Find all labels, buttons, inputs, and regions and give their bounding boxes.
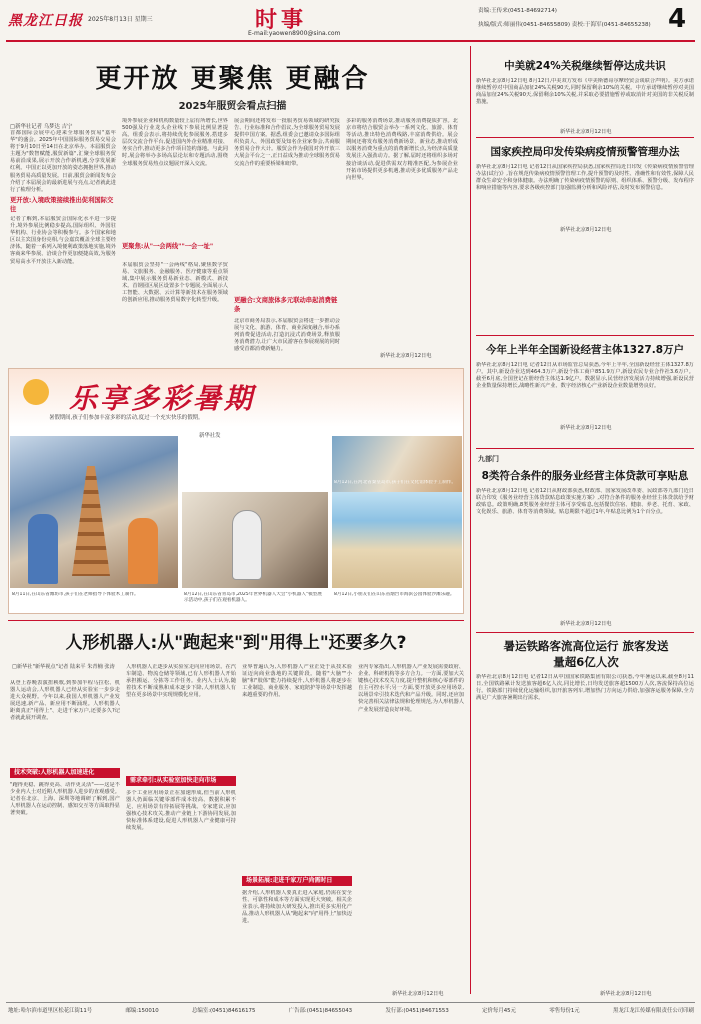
tariff-tail: 新华社北京8月12日电 (560, 129, 612, 135)
rule-3 (476, 448, 694, 449)
footer-single-price: 零售每份1元 (549, 1008, 580, 1014)
robot-top-rule (8, 620, 464, 621)
lead-col3b: 北京市商务局表示,本届服贸会将进一步推动会展与文化、旅游、体育、商业深度融合,举办系列消费促进活动,打造沉浸式消费场景,释放服务消费潜力,让广大市民游客在参展观展的同时感受首都消费新魅力。 (234, 318, 340, 353)
column-divider (470, 46, 471, 994)
rule-4 (476, 632, 694, 633)
robot-col1: 从登上春晚表演扭秧歌,到参加半程马拉松、机器人运动会,人形机器人已经从实验室一步步走进大众视野。今年以来,我国人形机器人产业发展迅速,新产品、新应用不断涌现。人形机器人距离真正"用得上"、走进千家万户,还要多久?记者就此展开调查。 (10, 680, 120, 722)
section-email: E-mail:yaowen8900@sina.com (248, 30, 341, 37)
masthead-rule (6, 40, 695, 42)
section-title: 时事 (255, 8, 308, 33)
editor-line-2: 执编/版式:师丽伟(0451-84655809) 责校:于海军(0451-84655238) (478, 22, 651, 28)
robot-subtitle-3-bar (242, 876, 352, 886)
lead-col2b: 本届服贸会坚持"一会两线"格局,聚焦数字贸易、文旅服务、金融服务、医疗健康等重点领域,集中展示服务贸易新业态、新模式、新技术。首钢园区展区设置多个专题展,全面展示人工智能、大数据、云计算等新技术在服务领域的创新应用,推动服务贸易数字化转型升级。 (122, 262, 228, 304)
pagoda-model (72, 466, 110, 576)
rule-2 (476, 335, 694, 336)
lead-subtitle-3: 更融合:文商旅体多元联动串起消费链条 (234, 297, 338, 313)
business-tail: 新华社北京8月12日电 (560, 425, 612, 431)
footer-distribution-phone: 发行部:(0451)84671553 (385, 1008, 449, 1014)
footer-ad-phone: 广告部:(0451)84655043 (288, 1008, 353, 1014)
newspaper-logo: 黑龙江日报 (8, 13, 83, 29)
lead-headline: 更开放 更聚焦 更融合 (95, 64, 370, 94)
robot-subtitle-1-bar (10, 768, 120, 778)
sun-icon (23, 379, 49, 405)
cdc-body: 新华社北京8月12日电 记者12日从国家疾控局获悉,国家疾控局近日印发《传染病疫情预警管理办法(试行)》,旨在规范传染病疫情预警管理工作,提升预警的及时性、准确性和有效性,保障人民群众生命安全和身体健康。办法明确了传染病疫情预警的原则、组织体系、预警分级、发布程序和响应措施等内容,要求各级疾控部门加强监测分析和风险评估,及时发布预警信息。 (476, 164, 694, 192)
lead-byline: □新华社记者 乌梦达 吉宁 (10, 124, 73, 130)
loan-body: 新华社北京8月12日电 记者12日从财政部获悉,财政部、国家发展改革委、民政部等九部门近日联合印发《服务业经营主体贷款贴息政策实施方案》,对符合条件的服务业经营主体贷款给予财政贴息。政策明确,8类服务业经营主体可享受贴息,包括餐饮住宿、健康、养老、托育、家政、文化娱乐、旅游、体育等消费领域。贴息期限不超过1年,年贴息比例为1个百分点。 (476, 488, 694, 516)
robot-col2: 人形机器人正逐步从实验室走向应用场景。在汽车制造、物流仓储等领域,已有人形机器人开始承担搬运、分拣等工作任务。业内人士认为,随着技术不断成熟和成本逐步下降,人形机器人有望在更多场景中实现规模化应用。 (126, 664, 236, 699)
loan-headline: 8类符合条件的服务业经营主体贷款可享贴息 (481, 470, 689, 482)
footer-monthly-price: 定价每月45元 (482, 1008, 516, 1014)
business-body: 新华社北京8月12日电 记者12日从市场监管总局获悉,今年上半年,全国新设经营主体1327.8万户。其中,新设企业达到464.3万户,新设个体工商户851.9万户,新设农民专业合作社3.6万户。截至6月底,全国登记在册经营主体达1.9亿户。数据显示,民营经济发展活力持续增强,新设民营企业数量保持增长,战略性新兴产业、数字经济核心产业新设企业数量增势良好。 (476, 362, 694, 390)
robot-figure (232, 510, 262, 580)
footer (8, 1006, 694, 1018)
loan-kicker: 九部门 (478, 455, 499, 463)
banner-credit: 新华社发 (199, 433, 221, 439)
robot-subtitle-1: 技术突破:人形机器人加速进化 (14, 769, 95, 776)
robot-subtitle-3: 场景拓展:走进千家万户尚需时日 (246, 877, 333, 884)
lead-col1b: 记者了解到,本届服贸会国际化水平进一步提升,境外参展比例稳步提高,国际组织、外国驻华机构、行业协会等积极参与。多个国家和地区以主宾国身份亮相,与会嘉宾覆盖全球主要经济体。随着一系列入境便利政策落地实施,境外客商来华参展、洽谈合作更加便捷高效,为服务贸易高水平开放注入新动能。 (10, 216, 116, 265)
lead-subhead: 2025年服贸会看点扫描 (178, 101, 287, 112)
footer-postcode: 邮编:150010 (125, 1008, 159, 1014)
footer-address: 地址:哈尔滨市道里区松花江街11号 (8, 1008, 93, 1014)
photo-caption-3: 8月12日,在河北省秦皇岛市,孩子们在文化馆体验手工制作。 (334, 480, 456, 485)
tariff-body: 新华社北京8月12日电 8月12日,中美双方发布《中美斯德哥尔摩经贸会谈联合声明》。美方承诺继续暂停对中国商品加征24%关税90天,同时保留剩余10%的关税。中方承诺继续暂停对美国商品加征24%关税90天,保留剩余10%关税,并采取必要措施暂停或取消针对美国的非关税反制措施。 (476, 78, 694, 106)
photo-beach (332, 492, 462, 588)
robot-col4: 业内专家指出,人形机器人产业发展需要政府、企业、科研机构等多方合力。一方面,要加大关键核心技术攻关力度,提升整机和核心零部件的自主可控水平;另一方面,要开放更多应用场景,以场景牵引技术迭代和产品升级。同时,还应加快完善相关法律法规和伦理规范,为人形机器人产业发展营造良好环境。 (358, 664, 464, 713)
robot-byline: □新华社"新华视点"记者 陆来平 朱青楠 张涛 (12, 664, 115, 670)
loan-tail: 新华社北京8月12日电 (560, 621, 612, 627)
lead-col2: 境外参展企业和机构数量较上届有所增长,世界500强及行业龙头企业线下参展比例显著提高。组委会表示,将持续优化参展服务,搭建多层次交流合作平台,促进国内外企业精准对接、务实合作,推动更多合作项目签约落地。与此同时,展会将举办多场高层论坛和专题活动,围绕全球服务贸易热点议题展开深入交流。 (122, 118, 228, 167)
robot-tail: 新华社北京8月12日电 (392, 991, 444, 997)
footer-rule (6, 1002, 695, 1003)
page-number: 4 (668, 4, 687, 34)
editor-line-1: 责编:王传来(0451-84692714) (478, 8, 557, 14)
tariff-headline: 中美就24%关税继续暂停达成共识 (504, 60, 666, 72)
banner-title: 乐享多彩暑期 (69, 382, 256, 415)
photo-robots (182, 492, 328, 588)
robot-col3b: 据介绍,人形机器人要真正进入家庭,仍需在安全性、可靠性和成本等方面实现更大突破。相关企业表示,将持续加大研发投入,推出更多实用化产品,推动人形机器人从"跑起来"向"用得上"加快迈进。 (242, 890, 352, 925)
robot-headline: 人形机器人:从"跑起来"到"用得上"还要多久? (65, 633, 407, 653)
banner-caption: 暑假期间,孩子们参加丰富多彩的活动,度过一个充实快乐的假期。 (49, 415, 204, 421)
child-figure-1 (28, 514, 58, 584)
issue-date: 2025年8月13日 星期三 (88, 16, 153, 23)
masthead (0, 0, 701, 40)
robot-subtitle-2: 需求牵引:从实验室加快走向市场 (130, 777, 217, 784)
railway-tail: 新华社北京8月12日电 (600, 991, 652, 997)
lead-subtitle-1: 更开放:入境政策接续推出促利国际交往 (10, 197, 114, 213)
business-headline: 今年上半年全国新设经营主体1327.8万户 (485, 344, 685, 356)
robot-col3: 业界普遍认为,人形机器人产业正处于从技术验证迈向商业落地的关键阶段。随着"大脑""小脑"和"肢体"能力持续提升,人形机器人将逐步在工业制造、商业服务、家庭陪护等场景中发挥越来越重要的作用。 (242, 664, 352, 699)
robot-col2b: 多个工业应用场景正在加速形成,但当前人形机器人仍面临关键零部件成本较高、数据积累不足、应用场景有待拓展等挑战。专家建议,应加强核心技术攻关,推动产业链上下游协同发展,加快标准体系建设,促进人形机器人产业健康可持续发展。 (126, 790, 236, 832)
banner-header (9, 369, 463, 427)
cdc-headline: 国家疾控局印发传染病疫情预警管理办法 (490, 146, 680, 158)
lead-col3: 展会期间还将发布一批服务贸易领域的研究报告、行业标准和合作倡议,为全球服务贸易发展提供中国方案。据悉,组委会已邀请众多国际组织负责人、外国政要及知名企业家参会,共商服务贸易合作大计。服贸会作为我国对外开放三大展会平台之一,正日益成为推动全球服务贸易交流合作的重要桥梁和纽带。 (234, 118, 340, 167)
footer-editorial-phone: 总编室:(0451)84616175 (192, 1008, 256, 1014)
photo-caption-1: 8月11日,在山东省潍坊市,孩子们在老师指导下体验木工制作。 (12, 592, 139, 597)
railway-body: 新华社北京8月12日电 记者12日从中国国家铁路集团有限公司获悉,今年暑运以来,截至8月11日,全国铁路累计发送旅客超6亿人次,同比增长,日均发送旅客超1500万人次,客流保持高位运行。铁路部门持续优化运输组织,加开旅客列车,增加热门方向运力供给,加强客运服务保障,全力满足广大旅客暑期出行需求。 (476, 674, 694, 702)
lead-subtitle-2: 更聚焦:从"一会两线""一会一址" (122, 243, 214, 250)
cdc-tail: 新华社北京8月12日电 (560, 227, 612, 233)
rule-1 (476, 137, 694, 138)
child-figure-2 (128, 518, 158, 584)
lead-col4: 多彩的服务消费场景,推动服务消费提质扩容。北京市将结合服贸会举办一系列文化、旅游、体育等活动,推出特色消费线路,丰富消费供给。展会期间还将发布服务消费新场景、新业态,推动形成以服务消费为重点的消费新增长点,为经济高质量发展注入强劲动力。据了解,届时还将组织多场对接洽谈活动,促进供需双方精准匹配,为参展企业开拓市场提供更多机遇,推动更多优质服务产品走向世界。 (346, 118, 458, 181)
lead-col1: 首都国际会展中心迎来全球服务贸易"嘉年华"的盛会。2025年中国国际服务贸易交易会将于9月10日至14日在北京举办。本届服贸会主题为"数智赋能,服贸新篇",汇聚全球服务贸易前沿成果,展示开放合作新机遇,分享发展新红利。中国正以更加开放的姿态拥抱世界,推动服务贸易高质量发展。日前,服贸会新闻发布会介绍了本届展会的最新进展与亮点,记者就此进行了梳理分析。 (10, 130, 116, 193)
photo-caption-4: 8月12日,小朋友们在山东省烟台市海滨公园体验沙滩乐趣。 (334, 592, 455, 597)
photo-woodwork (10, 436, 178, 588)
lead-tail: 新华社北京8月12日电 (380, 353, 432, 359)
footer-printer: 黑龙江龙江传媒有限责任公司印刷 (613, 1008, 694, 1014)
robot-subtitle-2-bar (126, 776, 236, 786)
railway-headline: 暑运铁路客流高位运行 旅客发送量超6亿人次 (503, 639, 669, 669)
photo-caption-2: 8月12日,在山东省青岛市,2025年世界机器人大会"小机器人"模型展示活动中,孩子们在观看机器人。 (184, 592, 322, 603)
robot-col1b: "跑得更稳、跳得更高、动作更灵活"——这是不少业内人士对近期人形机器人进步的直观感受。记者在北京、上海、深圳等地调研了解到,国产人形机器人在运动控制、感知交互等方面取得显著突破。 (10, 782, 120, 817)
